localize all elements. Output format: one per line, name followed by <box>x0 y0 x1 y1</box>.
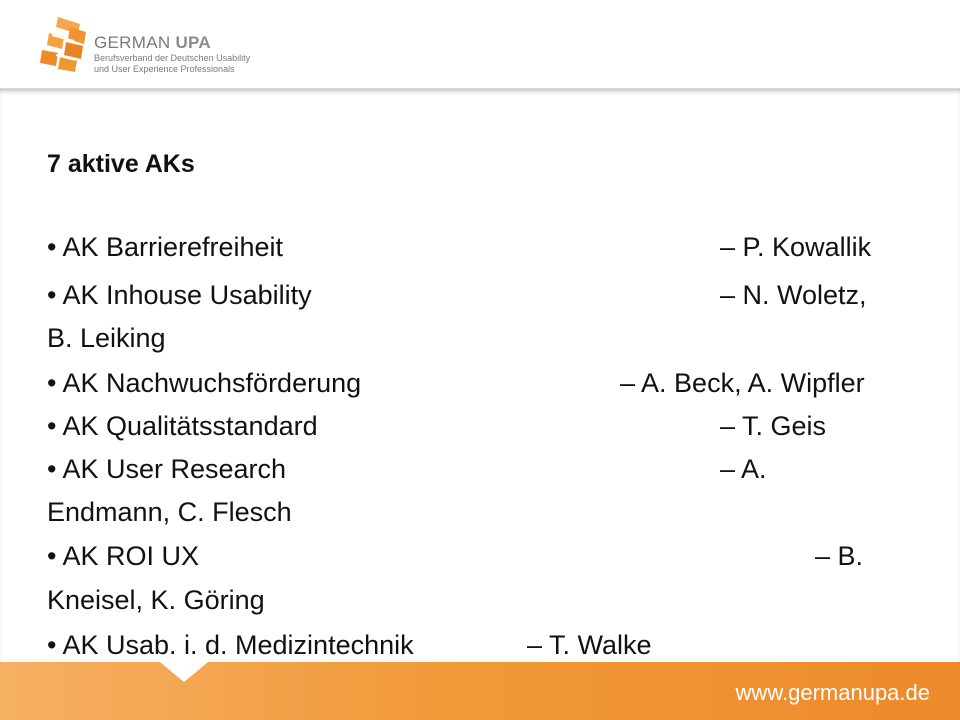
line-lead-kneisel-goering: Kneisel, K. Göring <box>47 585 265 615</box>
german-upa-logo-icon <box>40 15 92 73</box>
line-lead-kowallik: – P. Kowallik <box>720 232 872 262</box>
line-ak-user-research: • AK User Research <box>47 454 287 484</box>
logo-title <box>94 33 211 53</box>
line-lead-beck-wipfler: – A. Beck, A. Wipfler <box>620 368 865 398</box>
line-ak-qualitaetsstandard: • AK Qualitätsstandard <box>47 411 318 441</box>
logo-title-upa: UPA <box>175 33 211 52</box>
line-lead-woletz: – N. Woletz, <box>720 280 867 310</box>
line-lead-geis: – T. Geis <box>720 411 827 441</box>
footer-url[interactable]: www.germanupa.de <box>735 680 930 705</box>
line-lead-walke: – T. Walke <box>527 630 652 660</box>
line-ak-barrierefreiheit: • AK Barrierefreiheit <box>47 232 284 262</box>
logo-subtitle-line-2: und User Experience Professionals <box>94 63 235 74</box>
line-ak-inhouse-usability: • AK Inhouse Usability <box>47 280 312 310</box>
line-ak-nachwuchsfoerderung: • AK Nachwuchsförderung <box>47 368 362 398</box>
line-lead-a: – A. <box>720 454 767 484</box>
line-ak-medizintechnik: • AK Usab. i. d. Medizintechnik <box>47 630 414 660</box>
line-lead-leiking: B. Leiking <box>47 323 166 353</box>
slide-title: 7 aktive AKs <box>47 150 195 178</box>
line-lead-endmann-flesch: Endmann, C. Flesch <box>47 497 292 527</box>
line-lead-b: – B. <box>815 541 864 571</box>
slide-header <box>0 0 960 88</box>
logo-subtitle <box>94 53 250 74</box>
logo-title-german: GERMAN <box>94 33 176 52</box>
logo-subtitle-line-1: Berufsverband der Deutschen Usability <box>94 53 251 63</box>
line-ak-roi-ux: • AK ROI UX <box>47 541 199 571</box>
